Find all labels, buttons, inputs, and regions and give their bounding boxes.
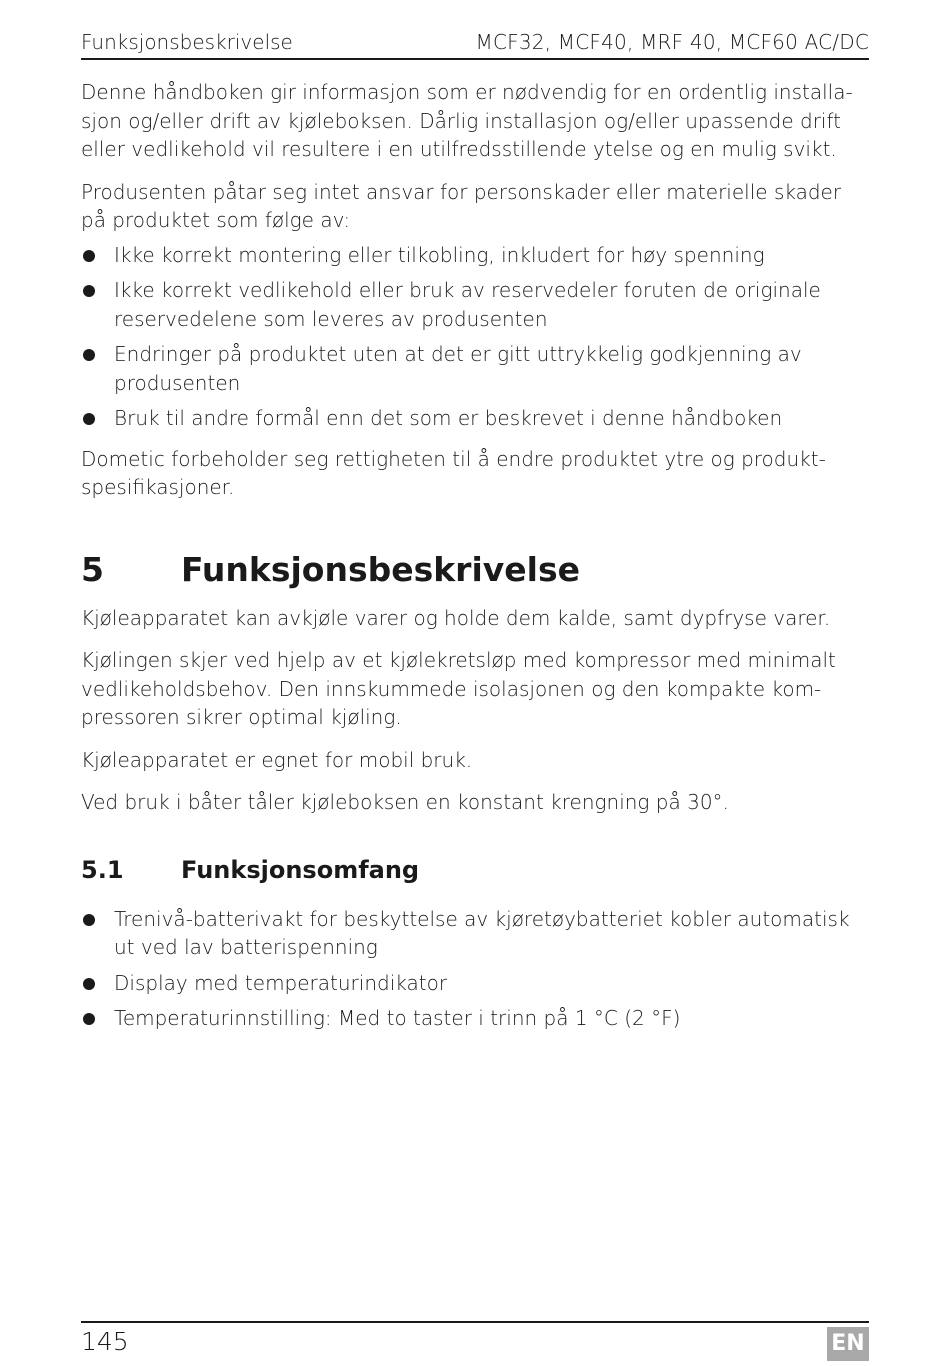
page-footer: [81, 1321, 869, 1366]
section-5-1-heading: [81, 855, 869, 885]
section-5-heading: [81, 550, 869, 590]
bullet-icon: [83, 349, 95, 361]
list-item-text: Bruk til andre formål enn det som er beskrevet i denne håndboken: [114, 406, 783, 430]
list-item: [81, 969, 869, 998]
header-section-title: Funksjonsbeskrivelse: [81, 30, 293, 54]
liability-list: [81, 241, 869, 433]
intro-paragraph-1: Denne håndboken gir informasjon som er nødvendig for en ordentlig installa- sjon og/eller drift av kjøleboksen. Dårlig installasjon og/eller upassende drift eller vedlikehold vil resultere i en utilfredsstillende ytelse og en mulig svikt.: [81, 80, 853, 161]
section-5-paragraph: Ved bruk i båter tåler kjøleboksen en konstant krengning på 30°.: [81, 790, 729, 814]
section-5-1-number: 5.1: [81, 855, 124, 884]
page-content: [81, 78, 869, 1045]
section-5-paragraph: Kjølingen skjer ved hjelp av et kjølekretsløp med kompressor med minimalt vedlikeholdsbehov. Den innskummede isolasjonen og den kompakte kom- pressoren sikrer optimal kjøling.: [81, 648, 836, 729]
list-item: [81, 340, 869, 397]
intro-paragraph-3: Dometic forbeholder seg rettigheten til å endre produktet ytre og produkt- spesifikasjoner.: [81, 446, 826, 499]
bullet-icon: [83, 914, 95, 926]
bullet-icon: [83, 285, 95, 297]
list-item: [81, 404, 869, 433]
section-5-paragraph: Kjøleapparatet kan avkjøle varer og holde dem kalde, samt dypfryse varer.: [81, 605, 831, 630]
section-5-paragraph: Kjøleapparatet er egnet for mobil bruk.: [81, 747, 473, 772]
page-number: 145: [81, 1327, 129, 1356]
document-page: [81, 0, 869, 1364]
list-item: [81, 1004, 869, 1033]
bullet-icon: [83, 413, 95, 425]
intro-paragraph-2: Produsenten påtar seg intet ansvar for personskader eller materielle skader på produktet som følge av:: [81, 179, 842, 232]
list-item-text: Ikke korrekt vedlikehold eller bruk av reservedeler foruten de originale reservedelene som leveres av produsenten: [114, 278, 821, 331]
list-item-text: Display med temperaturindikator: [114, 970, 448, 995]
bullet-icon: [83, 978, 95, 990]
list-item: [81, 241, 869, 270]
list-item-text: Temperaturinnstilling: Med to taster i trinn på 1 °C (2 °F): [114, 1006, 681, 1030]
list-item: [81, 905, 869, 962]
section-5-1-title: Funksjonsomfang: [181, 855, 420, 884]
function-scope-list: [81, 905, 869, 1033]
page-header: [81, 30, 869, 60]
section-5-number: 5: [81, 549, 104, 589]
list-item-text: Endringer på produktet uten at det er gitt uttrykkelig godkjenning av produsenten: [114, 342, 802, 395]
header-models: MCF32, MCF40, MRF 40, MCF60 AC/DC: [475, 30, 869, 54]
list-item-text: Ikke korrekt montering eller tilkobling, inkludert for høy spenning: [114, 242, 765, 267]
list-item: [81, 276, 869, 333]
language-badge: EN: [827, 1327, 869, 1361]
bullet-icon: [83, 250, 95, 262]
list-item-text: Trenivå-batterivakt for beskyttelse av kjøretøybatteriet kobler automatisk ut ved lav batterispenning: [114, 906, 850, 959]
bullet-icon: [83, 1013, 95, 1025]
section-5-title: Funksjonsbeskrivelse: [181, 549, 580, 589]
